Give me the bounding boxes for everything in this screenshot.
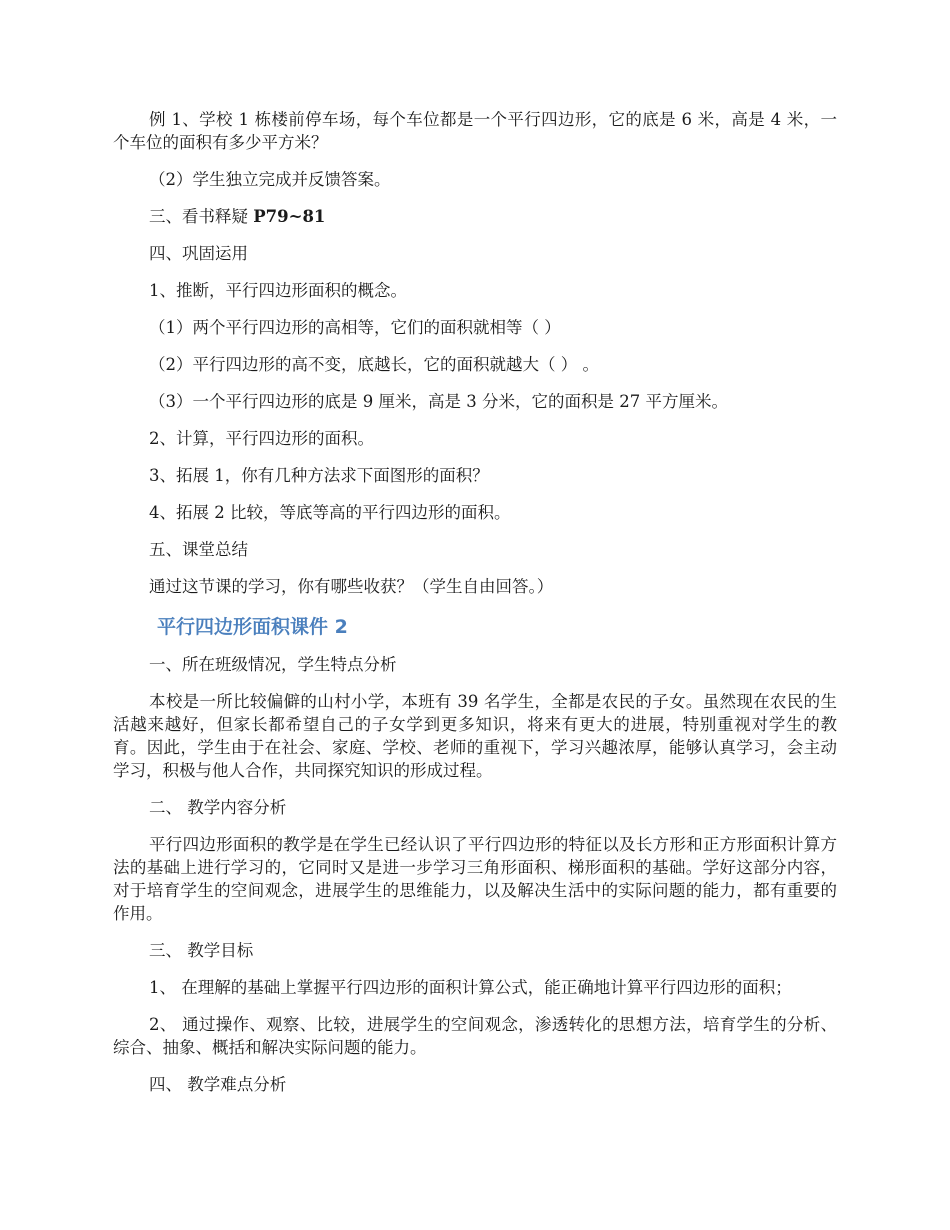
teaching-goal-1: 1、 在理解的基础上掌握平行四边形的面积计算公式，能正确地计算平行四边形的面积； [149,978,792,997]
section-3-pages: P79~81 [253,207,326,226]
exercise-1-item-2: （2）平行四边形的高不变，底越长，它的面积就越大（ ） 。 [149,355,599,374]
content-analysis-heading: 二、 教学内容分析 [149,798,287,817]
exercise-2: 2、计算，平行四边形的面积。 [149,429,374,448]
class-analysis-heading: 一、所在班级情况，学生特点分析 [149,655,397,674]
example-1-paragraph: 例 1、学校 1 栋楼前停车场，每个车位都是一个平行四边形，它的底是 6 米，高是 4 米，一个车位的面积有多少平方米？ [113,110,837,152]
class-analysis-paragraph: 本校是一所比较偏僻的山村小学，本班有 39 名学生，全都是农民的子女。虽然现在农民的生活越来越好，但家长都希望自己的子女学到更多知识，将来有更大的进展，特别重视对学生的教育。因此，学生由于在社会、家庭、学校、老师的重视下，学习兴趣浓厚，能够认真学习，会主动学习，积极与他人合作，共同探究知识的形成过程。 [113,692,837,780]
difficulty-analysis-heading: 四、 教学难点分析 [149,1075,287,1094]
exercise-4: 4、拓展 2 比较，等底等高的平行四边形的面积。 [149,503,511,522]
section-3-heading [113,205,837,228]
summary-paragraph: 通过这节课的学习，你有哪些收获？（学生自由回答。） [149,577,554,596]
exercise-3: 3、拓展 1，你有几种方法求下面图形的面积？ [149,466,489,485]
content-analysis-paragraph: 平行四边形面积的教学是在学生已经认识了平行四边形的特征以及长方形和正方形面积计算方法的基础上进行学习的，它同时又是进一步学习三角形面积、梯形面积的基础。学好这部分内容，对于培育学生的空间观念，进展学生的思维能力，以及解决生活中的实际问题的能力，都有重要的作用。 [113,835,837,923]
teaching-goal-2: 2、 通过操作、观察、比较，进展学生的空间观念，渗透转化的思想方法，培育学生的分析、综合、抽象、概括和解决实际问题的能力。 [113,1015,837,1057]
courseware-2-heading: 平行四边形面积课件 2 [157,616,348,638]
section-5-heading: 五、课堂总结 [149,540,248,559]
section-4-heading: 四、巩固运用 [149,244,248,263]
step-2-paragraph: （2）学生独立完成并反馈答案。 [149,170,391,189]
exercise-1-item-3: （3）一个平行四边形的底是 9 厘米，高是 3 分米，它的面积是 27 平方厘米。 [149,392,728,411]
teaching-goals-heading: 三、 教学目标 [149,941,254,960]
exercise-1-item-1: （1）两个平行四边形的高相等，它们的面积就相等（ ） [149,318,561,337]
section-3-text: 三、看书释疑 [149,207,254,226]
document-page [113,108,837,1096]
exercise-1: 1、推断，平行四边形面积的概念。 [149,281,407,300]
